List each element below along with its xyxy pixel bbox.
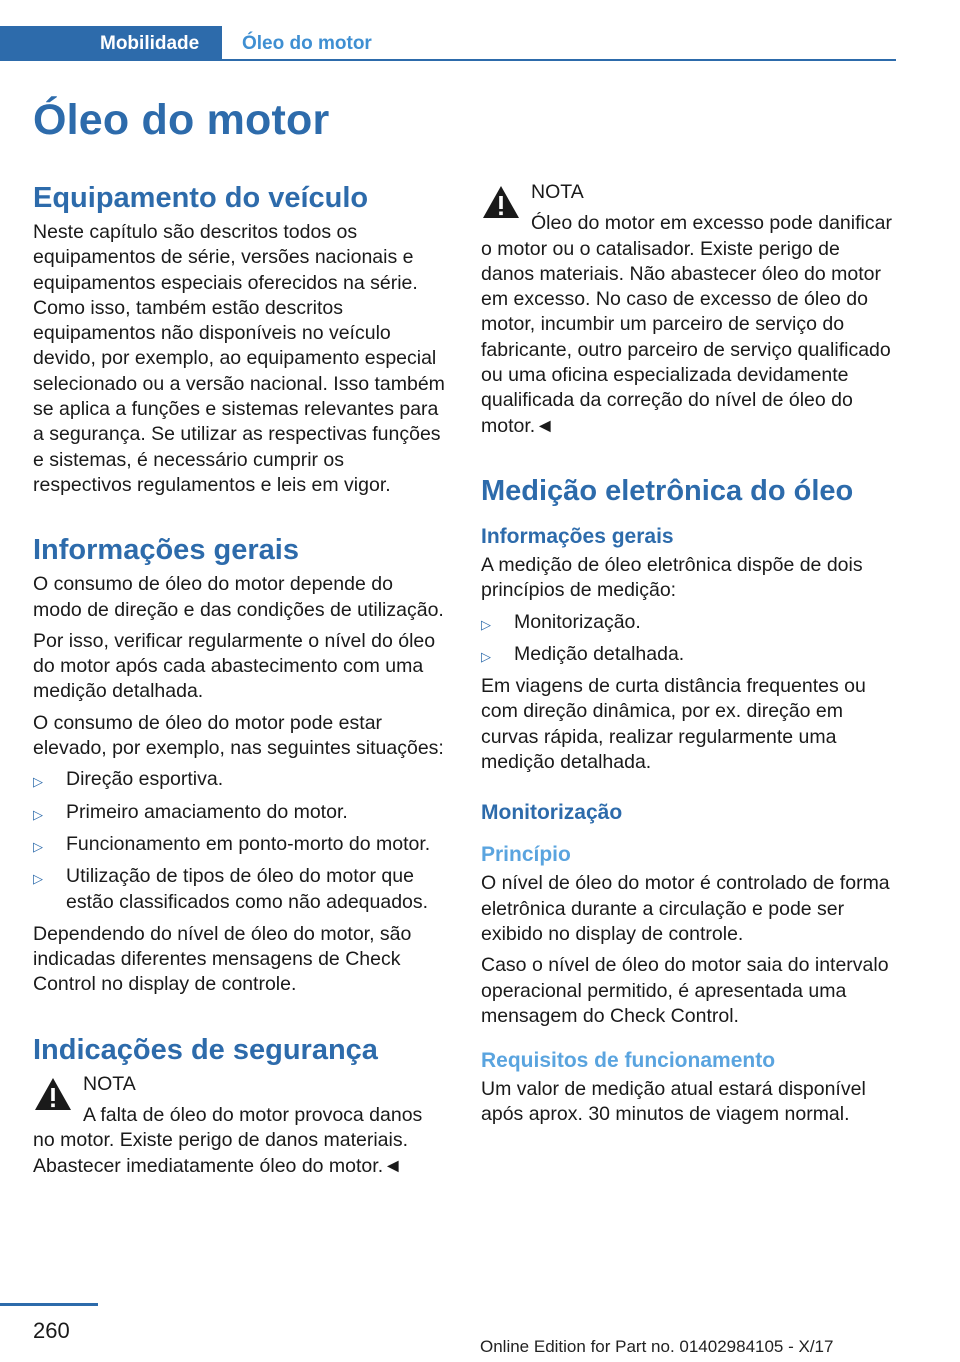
warning-text: A falta de óleo do motor provoca danos no motor. Existe perigo de danos materiais. Abastecer imediatamente óleo do motor.◄ xyxy=(33,1104,423,1177)
page-title: Óleo do motor xyxy=(33,96,330,144)
paragraph-check-control: Dependendo do nível de óleo do motor, são indicadas diferentes mensagens de Check Control no display de controle. xyxy=(33,922,412,996)
triangle-bullet-icon: ▷ xyxy=(481,648,491,664)
warning-label: NOTA xyxy=(83,1072,136,1095)
paragraph-verificar: Por isso, verificar regularmente o nível do óleo do motor após cada abastecimento com uma medição detalhada. xyxy=(33,629,436,703)
list-item: ▷ Primeiro amaciamento do motor. xyxy=(33,800,447,825)
principles-list xyxy=(481,610,895,668)
footer-rule xyxy=(0,1303,98,1306)
triangle-bullet-icon: ▷ xyxy=(481,616,491,632)
list-item: ▷ Monitorização. xyxy=(481,610,895,635)
right-column xyxy=(481,180,895,1134)
warning-text: Óleo do motor em excesso pode danificar o motor ou o catalisador. Existe perigo de danos materiais. Não abastecer óleo do motor em excesso. No caso de excesso de óleo do motor, incumbir um parceiro de serviço do fabricante, outro parceiro de serviço qualificado ou uma oficina especializada devidamente qualificada da correção do nível de óleo do motor.◄ xyxy=(481,212,892,437)
heading-equipamento: Equipamento do veículo xyxy=(33,182,369,214)
left-column xyxy=(33,180,447,1185)
paragraph-situacoes: O consumo de óleo do motor pode estar elevado, por exemplo, nas seguintes situações: xyxy=(33,711,444,760)
list-item: ▷ Medição detalhada. xyxy=(481,642,895,667)
paragraph-consumo: O consumo de óleo do motor depende do modo de direção e das condições de utilização. xyxy=(33,573,444,621)
subheading-informacoes-gerais: Informações gerais xyxy=(481,524,674,548)
footer-edition: Online Edition for Part no. 01402984105 - X/17 xyxy=(480,1337,834,1356)
paragraph-principios: A medição de óleo eletrônica dispõe de dois princípios de medição: xyxy=(481,553,863,602)
warning-label: NOTA xyxy=(531,181,584,203)
heading-medicao-eletronica: Medição eletrônica do óleo xyxy=(481,474,854,507)
heading-informacoes-gerais: Informações gerais xyxy=(33,534,299,567)
subheading-requisitos: Requisitos de funcionamento xyxy=(481,1049,776,1073)
triangle-bullet-icon: ▷ xyxy=(33,774,43,790)
tab-mobilidade[interactable]: Mobilidade xyxy=(0,26,222,61)
heading-indicacoes-seguranca: Indicações de segurança xyxy=(33,1033,378,1066)
subheading-principio: Princípio xyxy=(481,843,571,867)
paragraph-principio-2: Caso o nível de óleo do motor saia do intervalo operacional permitido, é apresentada uma mensagem do Check Control. xyxy=(481,954,889,1027)
paragraph-viagens: Em viagens de curta distância frequentes ou com direção dinâmica, por ex. direção em curvas rápida, realizar regularmente uma medição detalhada. xyxy=(481,675,866,774)
header-tabs xyxy=(0,26,896,61)
situations-list xyxy=(33,767,447,914)
tab-oleo-do-motor[interactable]: Óleo do motor xyxy=(242,33,372,54)
paragraph-equipamento: Neste capítulo são descritos todos os equipamentos de série, versões nacionais e equipamentos especiais oferecidos na série. Como isso, também estão descritos equipamentos não disponíveis no veículo devido, por exemplo, ao equipamento especial selecionado ou a versão nacional. Isso também se aplica a funções e sistemas relevantes para a segurança. Se utilizar as respectivas funções e sistemas, é necessário cumprir os respectivos regulamentos e leis em vigor. xyxy=(33,221,445,496)
triangle-bullet-icon: ▷ xyxy=(33,871,43,887)
header-rule xyxy=(222,59,896,61)
paragraph-principio-1: O nível de óleo do motor é controlado de forma eletrônica durante a circulação e pode ser exibido no display de controle. xyxy=(481,872,890,945)
triangle-bullet-icon: ▷ xyxy=(33,838,43,854)
subheading-monitorizacao: Monitorização xyxy=(481,801,623,825)
list-item: ▷ Utilização de tipos de óleo do motor que estão classificados como não adequados. xyxy=(33,865,429,913)
page-number: 260 xyxy=(33,1318,70,1343)
list-item: ▷ Funcionamento em ponto-morto do motor. xyxy=(33,832,447,857)
warning-note-left xyxy=(33,1072,447,1179)
paragraph-requisitos: Um valor de medição atual estará disponível após aprox. 30 minutos de viagem normal. xyxy=(481,1078,866,1126)
list-item: ▷ Direção esportiva. xyxy=(33,767,447,792)
warning-triangle-icon xyxy=(33,1076,73,1112)
warning-triangle-icon xyxy=(481,184,521,220)
warning-note-right xyxy=(481,180,895,439)
triangle-bullet-icon: ▷ xyxy=(33,806,43,822)
